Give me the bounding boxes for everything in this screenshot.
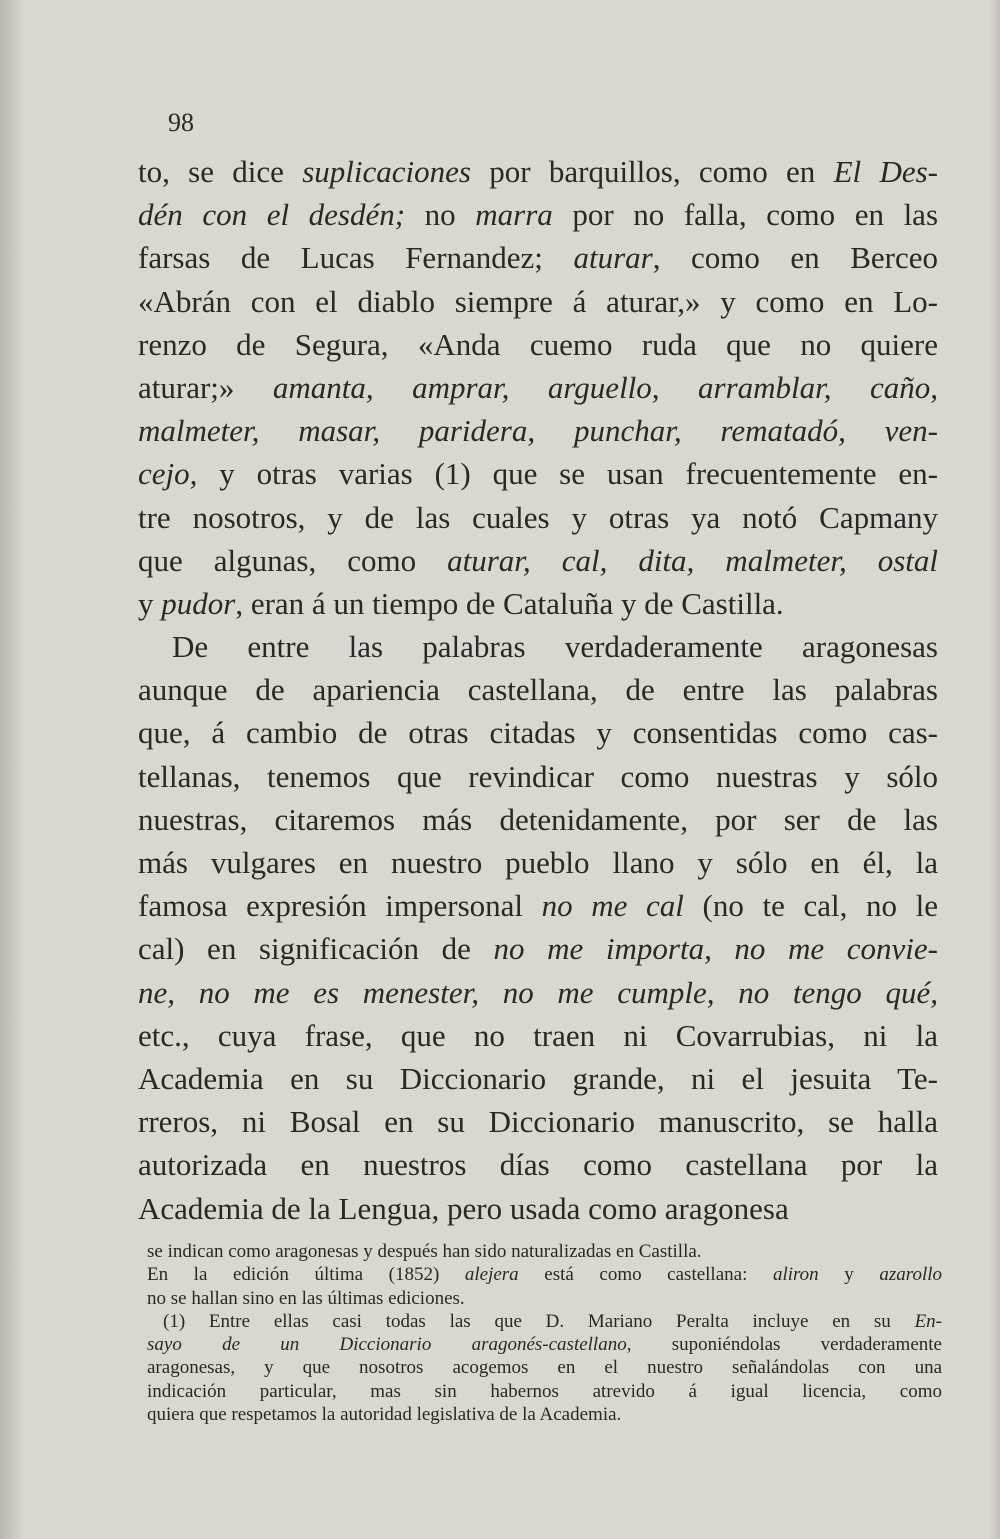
footnote-line <box>147 1380 942 1403</box>
text-line <box>138 927 938 970</box>
italic-text: sayo de un Diccionario aragonés-castellano <box>147 1334 627 1356</box>
text-line <box>138 1143 938 1186</box>
italic-text: pudor <box>161 585 236 621</box>
footnote-line <box>147 1310 942 1333</box>
text-run: está como castellana: <box>518 1264 773 1286</box>
text-line <box>138 798 938 841</box>
body-text <box>138 150 938 1230</box>
text-run: En la edición última (1852) <box>147 1264 465 1286</box>
text-run: renzo de Segura, «Anda cuemo ruda que no quiere <box>138 326 938 362</box>
text-line <box>138 1057 938 1100</box>
text-line <box>138 1187 938 1230</box>
italic-text: El Des- <box>833 154 938 189</box>
text-run: aragonesas, y que nosotros acogemos en el nuestro señalándolas con una <box>147 1357 942 1379</box>
italic-text: aturar <box>573 240 653 276</box>
text-line <box>138 582 938 625</box>
text-line <box>138 755 938 798</box>
text-run: no se hallan sino en las últimas ediciones. <box>147 1287 465 1309</box>
text-run: De entre las palabras verdaderamente aragonesas <box>172 629 938 665</box>
text-line <box>138 711 938 754</box>
text-line <box>138 409 938 452</box>
text-line <box>138 150 938 193</box>
text-run: (1) Entre ellas casi todas las que D. Mariano Peralta incluye en su <box>163 1310 915 1332</box>
italic-text: aliron <box>772 1264 819 1286</box>
text-line <box>138 668 938 711</box>
text-run: , suponiéndolas verdaderamente <box>626 1334 942 1356</box>
text-line <box>138 452 938 495</box>
text-run: , como en Berceo <box>652 240 938 276</box>
text-run: que algunas, como <box>138 542 448 578</box>
text-run: aturar;» <box>138 369 273 405</box>
text-run: etc., cuya frase, que no traen ni Covarrubias, ni la <box>138 1017 938 1053</box>
footnotes <box>147 1240 942 1426</box>
text-run: Academia de la Lengua, pero usada como aragonesa <box>138 1190 789 1226</box>
text-line <box>138 884 938 927</box>
italic-text: ne, no me es menester, no me cumple, no tengo qué, <box>138 974 938 1010</box>
text-run: Academia en su Diccionario grande, ni el jesuita Te- <box>138 1060 938 1096</box>
text-run: cal) en significación de <box>138 931 494 967</box>
text-run: tre nosotros, y de las cuales y otras ya notó Capmany <box>138 499 938 535</box>
footnote-line <box>147 1287 942 1310</box>
text-line <box>138 193 938 236</box>
text-run: que, á cambio de otras citadas y consentidas como cas- <box>138 715 938 751</box>
italic-text: dén con el desdén; <box>138 197 406 233</box>
footnote-line <box>147 1356 942 1379</box>
text-line <box>138 539 938 582</box>
page-number: 98 <box>168 108 194 137</box>
italic-text: suplicaciones <box>302 154 471 189</box>
text-run: se indican como aragonesas y después han sido naturalizadas en Castilla. <box>147 1241 702 1262</box>
text-line <box>138 496 938 539</box>
text-run: y <box>138 585 162 621</box>
text-run: por barquillos, como en <box>470 154 834 189</box>
page-right-edge-shadow <box>988 0 1000 1539</box>
text-run: nuestras, citaremos más detenidamente, por ser de las <box>138 801 938 837</box>
text-run: autorizada en nuestros días como castellana por la <box>138 1147 938 1183</box>
text-line <box>138 366 938 409</box>
text-line <box>138 841 938 884</box>
text-run: más vulgares en nuestro pueblo llano y sólo en él, la <box>138 845 938 880</box>
italic-text: malmeter, masar, paridera, punchar, rematadó, ven- <box>138 413 938 449</box>
text-run: tellanas, tenemos que revindicar como nuestras y sólo <box>138 758 938 794</box>
text-run: to, se dice <box>138 154 303 189</box>
text-run: rreros, ni Bosal en su Diccionario manuscrito, se halla <box>138 1104 938 1140</box>
text-run: por no falla, como en las <box>552 197 939 233</box>
italic-text: amanta, amprar, arguello, arramblar, caño, <box>272 369 939 405</box>
text-run: aunque de apariencia castellana, de entre las palabras <box>138 672 938 708</box>
text-run: y <box>818 1264 880 1286</box>
italic-text: aturar, cal, dita, malmeter, ostal <box>447 542 939 578</box>
text-run: indicación particular, mas sin habernos atrevido á igual licencia, como <box>147 1380 942 1402</box>
text-run: no <box>405 197 476 233</box>
text-run: , eran á un tiempo de Cataluña y de Castilla. <box>235 585 784 621</box>
text-run: famosa expresión impersonal <box>138 888 542 924</box>
text-line <box>138 1100 938 1143</box>
text-line <box>138 323 938 366</box>
text-line <box>138 1014 938 1057</box>
italic-text: cejo, <box>138 456 198 492</box>
text-run: y otras varias (1) que se usan frecuentemente en- <box>197 456 938 492</box>
text-run: (no te cal, no le <box>683 888 938 924</box>
footnote-line <box>147 1403 942 1426</box>
italic-text: alejera <box>464 1264 519 1286</box>
italic-text: marra <box>475 197 553 233</box>
italic-text: En- <box>914 1310 942 1332</box>
text-line <box>138 280 938 323</box>
text-run: farsas de Lucas Fernandez; <box>138 240 574 276</box>
footnote-line <box>147 1240 942 1263</box>
text-line <box>138 625 938 668</box>
text-line <box>138 971 938 1014</box>
italic-text: no me importa, no me convie- <box>493 931 939 967</box>
page-left-edge-shadow <box>0 0 22 1539</box>
text-line <box>138 236 938 279</box>
italic-text: azarollo <box>879 1264 942 1286</box>
text-run: quiera que respetamos la autoridad legislativa de la Academia. <box>147 1404 622 1426</box>
footnote-line <box>147 1263 942 1286</box>
footnote-line <box>147 1333 942 1356</box>
italic-text: no me cal <box>541 888 684 924</box>
text-run: «Abrán con el diablo siempre á aturar,» y como en Lo- <box>138 283 938 319</box>
